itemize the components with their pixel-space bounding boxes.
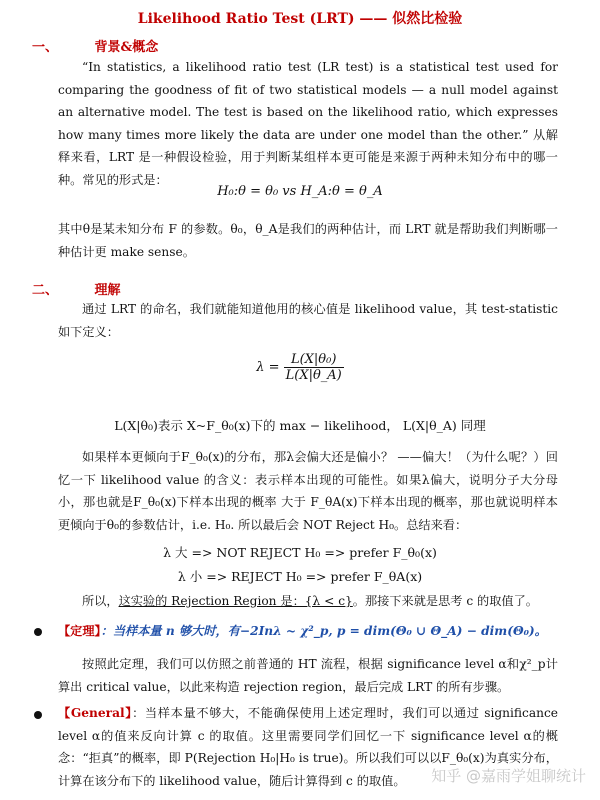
theorem-tag: 【定理】 bbox=[58, 624, 101, 638]
section-number: 一、 bbox=[32, 40, 59, 55]
paragraph-background: “In statistics, a likelihood ratio test (LR test) is a statistical test used for comparing the goodness of fit of two statistical models — a null model against an alternative model. The test is based on the likelihood ratio, which expresses how many times more likely the data are under one model than the other.” 从解释来看，LRT 是一种假设检验，用于判断某组样本更可能是来源于两种未知分布中的哪一种。常见的形式是： bbox=[58, 60, 558, 187]
section-label: 理解 bbox=[94, 283, 121, 298]
general-text: ：当样本量不够大，不能确保使用上述定理时，我们可以通过 significance level α的值来反向计算 c 的取值。这里需要同学们回忆一下 significance level α的概念：“拒真”的概率，即 P(Rejection H₀|H₀ is true)。所以我们可以以F_θ₀(x)为真实分布，计算在该分布下的 likelihood value，随后计算得到 c 的取值。 bbox=[58, 706, 559, 788]
section-number: 二、 bbox=[32, 283, 59, 298]
rule-large-lambda: λ 大 => NOT REJECT H₀ => prefer F_θ₀(x) bbox=[163, 545, 437, 560]
paragraph-rejection-region bbox=[58, 590, 558, 613]
bullet-icon bbox=[34, 628, 42, 636]
theorem-line bbox=[58, 620, 558, 643]
paragraph-parameter: 其中θ是某未知分布 F 的参数。θ₀，θ_A是我们的两种估计，而 LRT 就是帮助我们判断哪一种估计更 make sense。 bbox=[58, 222, 558, 259]
bullet-icon bbox=[34, 711, 42, 719]
general-tag: 【General】 bbox=[58, 706, 133, 720]
document-title: Likelihood Ratio Test (LRT) —— 似然比检验 bbox=[137, 11, 463, 27]
fraction-numerator: L(X|θ₀) bbox=[284, 352, 344, 368]
section-heading-2 bbox=[32, 279, 121, 298]
lambda-formula bbox=[0, 352, 600, 383]
section-label: 背景&概念 bbox=[94, 40, 159, 55]
lambda-lhs: λ = bbox=[256, 360, 280, 375]
paragraph-reasoning: 如果样本更倾向于F_θ₀(x)的分布，那λ会偏大还是偏小？ ——偏大！（为什么呢？）回忆一下 likelihood value 的含义：表示样本出现的可能性。如果λ偏大，说明分子大分母小，那也就是F_θ₀(x)下样本出现的概率 大于 F_θA(x)下样本出现的概率，那也就说明样本更倾向于θ₀的参数估计，i.e. H₀. 所以最后会 NOT Reject H₀。总结来看： bbox=[58, 450, 558, 532]
likelihood-definition: L(X|θ₀)表示 X~F_θ₀(x)下的 max − likelihood， L(X|θ_A) 同理 bbox=[114, 418, 486, 433]
paragraph-test-statistic: 通过 LRT 的命名，我们就能知道他用的核心值是 likelihood value，其 test-statistic 如下定义： bbox=[58, 302, 558, 339]
rejection-suffix: 。那接下来就是思考 c 的取值了。 bbox=[352, 594, 538, 608]
hypothesis-formula: H₀:θ = θ₀ vs H_A:θ = θ_A bbox=[217, 184, 383, 199]
theorem-text: ：当样本量 n 够大时，有−2Inλ ~ χ²_p, p = dim(Θ₀ ∪ Θ_A) − dim(Θ₀)。 bbox=[100, 624, 547, 638]
fraction-denominator: L(X|θ_A) bbox=[285, 368, 342, 383]
section-heading-1 bbox=[32, 36, 158, 55]
rejection-region-text: 这实验的 Rejection Region 是：{λ < c} bbox=[118, 594, 353, 608]
rejection-prefix: 所以， bbox=[82, 594, 119, 608]
watermark: 知乎 @嘉雨学姐聊统计 bbox=[431, 767, 586, 785]
lambda-fraction bbox=[284, 352, 344, 383]
rule-small-lambda: λ 小 => REJECT H₀ => prefer F_θA(x) bbox=[177, 569, 423, 584]
paragraph-theorem-usage: 按照此定理，我们可以仿照之前普通的 HT 流程，根据 significance level α和χ²_p计算出 critical value，以此来构造 rejection region，最后完成 LRT 的所有步骤。 bbox=[58, 657, 558, 694]
